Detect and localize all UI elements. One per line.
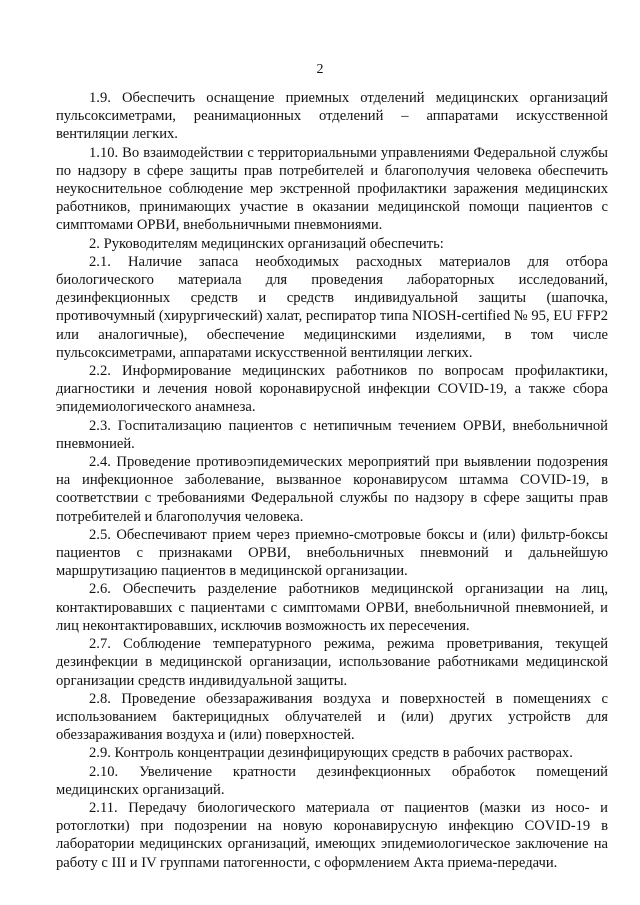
paragraph-2-11: 2.11. Передачу биологического материала от пациентов (мазки из носо- и ротоглотки) при подозрении на новую коронавирусную инфекцию COVID-19 в лаборатории медицинских организаций, имеющих эпидемиологическое заключение на работу с III и IV группами патогенности, с оформлением Акта приема-передачи. xyxy=(56,799,608,871)
paragraph-2: 2. Руководителям медицинских организаций обеспечить: xyxy=(89,235,444,252)
paragraph-2-1: 2.1. Наличие запаса необходимых расходных материалов для отбора биологического материала для проведения лабораторных исследований, дезинфекционных средств и средств индивидуальной защиты (шапочка, противочумный (хирургический) халат, респиратор типа NIOSH-certified № 95, EU FFP2 или аналогичные), обеспечение медицинскими изделиями, в том числе пульсоксиметрами, аппаратами искусственной вентиляции легких. xyxy=(56,253,608,361)
paragraph-2-8: 2.8. Проведение обеззараживания воздуха и поверхностей в помещениях с использованием бактерицидных облучателей и (или) других устройств для обеззараживания воздуха и (или) поверхностей. xyxy=(56,690,608,744)
paragraph-2-7: 2.7. Соблюдение температурного режима, режима проветривания, текущей дезинфекции в медицинской организации, использование работниками медицинской организации средств индивидуальной защиты. xyxy=(56,636,608,689)
paragraph-2-4: 2.4. Проведение противоэпидемических мероприятий при выявлении подозрения на инфекционное заболевание, вызванное коронавирусом штамма COVID-19, в соответствии с требованиями Федеральной службы по надзору в сфере защиты прав потребителей и благополучия человека. xyxy=(56,454,608,525)
page-number: 2 xyxy=(316,62,324,77)
paragraph-1-9: 1.9. Обеспечить оснащение приемных отделений медицинских организаций пульсоксиметрами, реанимационных отделений – аппаратами искусственной вентиляции легких. xyxy=(56,90,608,143)
document-body xyxy=(56,89,608,872)
paragraph-2-9: 2.9. Контроль концентрации дезинфицирующих средств в рабочих растворах. xyxy=(89,745,573,762)
paragraph-1-10: 1.10. Во взаимодействии с территориальными управлениями Федеральной службы по надзору в сфере защиты прав потребителей и благополучия человека обеспечить неукоснительное соблюдение мер экстренной профилактики заражения медицинских работников, принимающих участие в оказании медицинской помощи пациентов с симптомами ОРВИ, внебольничными пневмониями. xyxy=(56,144,608,234)
paragraph-2-3: 2.3. Госпитализацию пациентов с нетипичным течением ОРВИ, внебольничной пневмонией. xyxy=(56,417,608,452)
paragraph-2-6: 2.6. Обеспечить разделение работников медицинской организации на лиц, контактировавших с пациентами с симптомами ОРВИ, внебольничной пневмонией, и лиц неконтактировавших, исключив возможность их пересечения. xyxy=(56,581,608,634)
paragraph-2-5: 2.5. Обеспечивают прием через приемно-смотровые боксы и (или) фильтр-боксы пациентов с признаками ОРВИ, внебольничных пневмоний и дальнейшую маршрутизацию пациентов в медицинской организации. xyxy=(56,526,608,580)
paragraph-2-2: 2.2. Информирование медицинских работников по вопросам профилактики, диагностики и лечения новой коронавирусной инфекции COVID-19, а также сбора эпидемиологического анамнеза. xyxy=(56,363,608,416)
paragraph-2-10: 2.10. Увеличение кратности дезинфекционных обработок помещений медицинских организаций. xyxy=(56,763,608,798)
